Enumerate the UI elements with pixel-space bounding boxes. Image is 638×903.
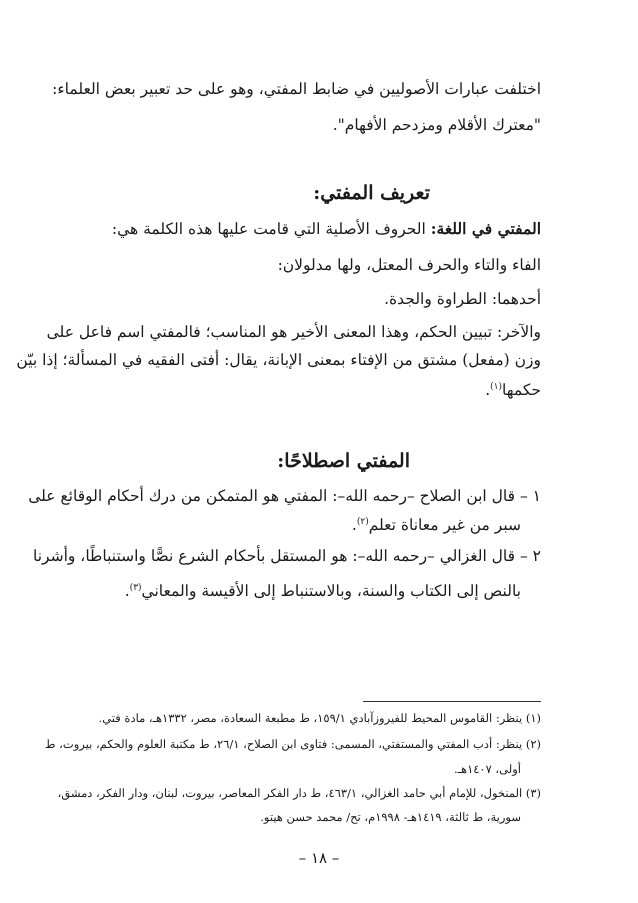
footnote-ref-2: (٢) — [356, 517, 369, 527]
second-meaning-line-2: وزن (مفعل) مشتق من الإفتاء بمعنى الإبانة، يقال: أفتى الفقيه في المسألة؛ إذا بيّن — [16, 351, 541, 369]
linguistic-lead: المفتي في اللغة: — [430, 219, 541, 238]
terminology-heading: المفتي اصطلاحًا: — [277, 450, 410, 472]
second-meaning-text: حكمها — [502, 381, 541, 399]
item-2-text: بالنص إلى الكتاب والسنة، وبالاستنباط إلى الأقيسة والمعاني — [141, 582, 521, 600]
terminology-item-2-line-1: ٢ – قال الغزالي –رحمه الله–: هو المستقل بأحكام الشرع نصًّا واستنباطًا، وأشرنا — [33, 547, 541, 565]
linguistic-definition-line-1 — [101, 217, 541, 241]
second-meaning-end: . — [485, 381, 491, 399]
terminology-item-2-line-2 — [101, 579, 521, 603]
item-2-end: . — [124, 582, 130, 600]
intro-line-2: "معترك الأقلام ومزدحم الأفهام". — [332, 116, 541, 134]
second-meaning-line-3 — [101, 378, 541, 402]
linguistic-definition-line-2: الفاء والتاء والحرف المعتل، ولها مدلولان: — [277, 256, 541, 274]
linguistic-text: الحروف الأصلية التي قامت عليها هذه الكلمة هي: — [111, 220, 426, 238]
definition-heading: تعريف المفتي: — [313, 182, 430, 204]
intro-line-1: اختلفت عبارات الأصوليين في ضابط المفتي، وهو على حد تعبير بعض العلماء: — [52, 80, 541, 98]
item-1-end: . — [351, 516, 357, 534]
footnote-ref-1: (١) — [490, 382, 503, 392]
footnote-ref-3: (٣) — [129, 583, 142, 593]
terminology-item-1-line-2 — [101, 513, 521, 537]
footnote-1: (١) ينظر: القاموس المحيط للفيروزآبادي ١٥٩/١، ط مطبعة السعادة، مصر، ١٣٣٢هـ، مادة فتي. — [98, 711, 541, 725]
footnote-2-line-1: (٢) ينظر: أدب المفتي والمستفتي، المسمى: فتاوى ابن الصلاح، ٢٦/١، ط مكتبة العلوم والحكم، بيروت، ط — [44, 737, 541, 751]
first-meaning: أحدهما: الطراوة والجدة. — [384, 290, 541, 308]
second-meaning-line-1: والآخر: تبيين الحكم، وهذا المعنى الأخير هو المناسب؛ فالمفتي اسم فاعل على — [46, 323, 541, 341]
footnote-3-line-2: سورية، ط ثالثة، ١٤١٩هـ- ١٩٩٨م، تح/ محمد حسن هيتو. — [260, 810, 521, 824]
terminology-item-1-line-1: ١ – قال ابن الصلاح –رحمه الله–: المفتي هو المتمكن من درك أحكام الوقائع على — [28, 487, 541, 505]
footnote-2-line-2: أولى، ١٤٠٧هـ. — [453, 762, 521, 776]
footnote-3-line-1: (٣) المنخول، للإمام أبي حامد الغزالي، ٤٦٣/١، ط دار الفكر المعاصر، بيروت، لبنان، ودار الفكر، دمشق، — [57, 786, 541, 800]
page-number: – ١٨ – — [298, 849, 340, 867]
item-1-text: سبر من غير معاناة تعلم — [368, 516, 521, 534]
footnote-separator — [363, 701, 541, 702]
